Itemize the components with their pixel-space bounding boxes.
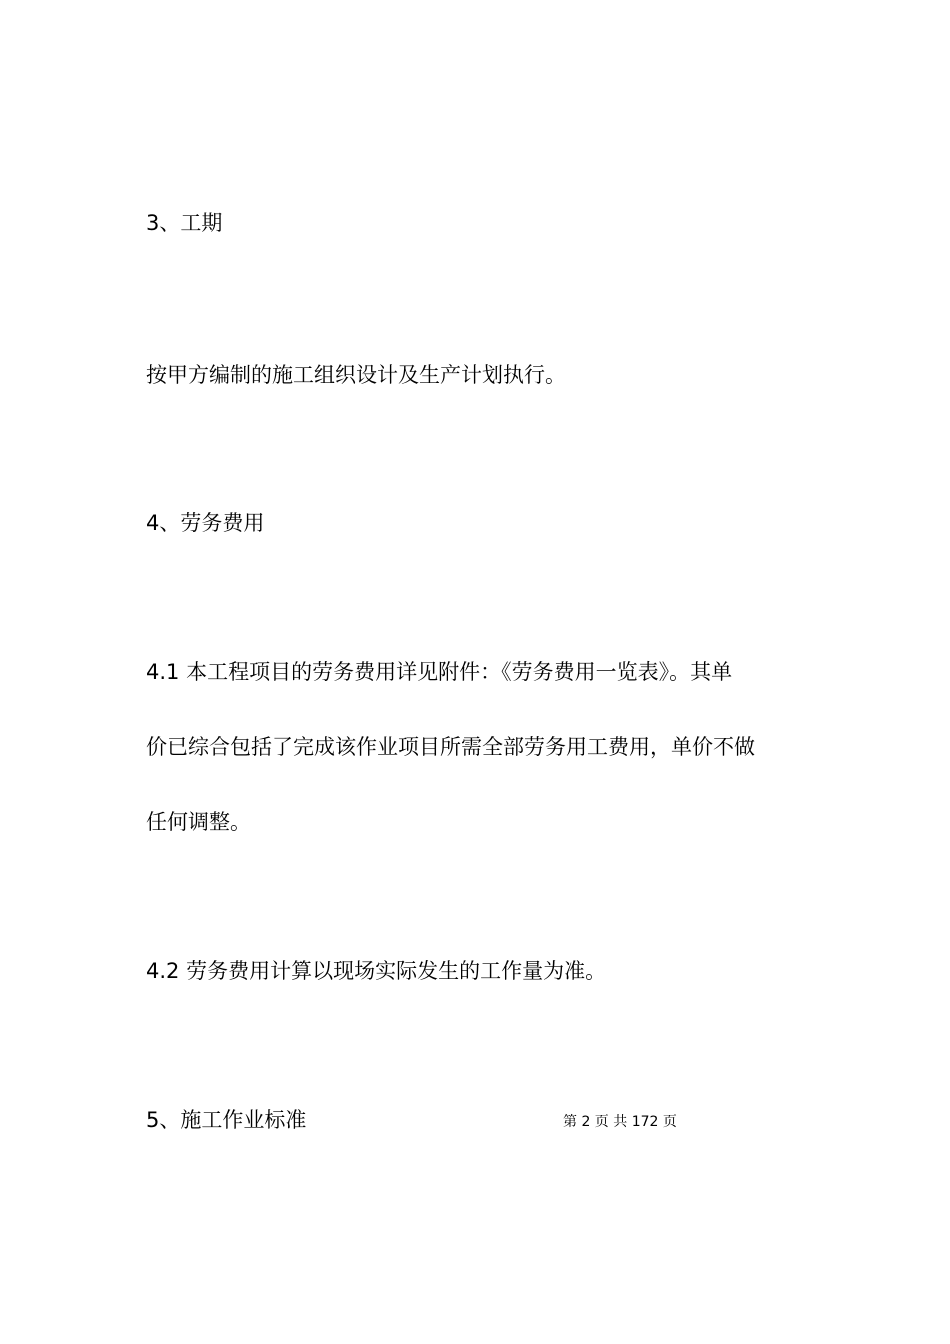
section-heading-work-standard: 5、施工作业标准 (146, 1108, 307, 1132)
page-number-footer: 第 2 页 共 172 页 (563, 1114, 677, 1130)
paragraph-schedule: 按甲方编制的施工组织设计及生产计划执行。 (146, 363, 566, 387)
section-heading-schedule: 3、工期 (146, 211, 223, 235)
clause-4-1-line-1: 4.1 本工程项目的劳务费用详见附件：《劳务费用一览表》。其单 (146, 660, 733, 684)
clause-4-2: 4.2 劳务费用计算以现场实际发生的工作量为准。 (146, 959, 607, 983)
clause-4-1-line-3: 任何调整。 (146, 810, 251, 834)
clause-4-1-line-2: 价已综合包括了完成该作业项目所需全部劳务用工费用，单价不做 (146, 735, 755, 759)
section-heading-labor-cost: 4、劳务费用 (146, 511, 265, 535)
